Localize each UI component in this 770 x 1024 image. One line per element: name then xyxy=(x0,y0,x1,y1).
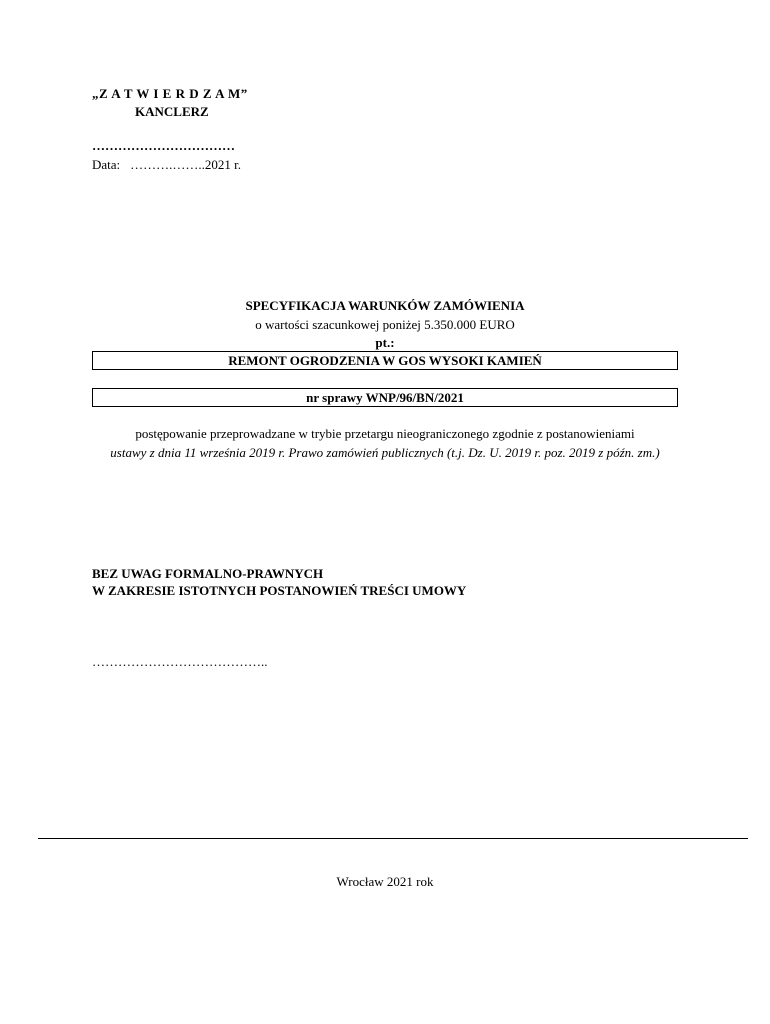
procedure-legal-basis: ustawy z dnia 11 września 2019 r. Prawo zamówień publicznych (t.j. Dz. U. 2019 r. poz. 2019 z późn. zm.) xyxy=(110,445,660,460)
footer-divider xyxy=(38,838,748,839)
approval-role: KANCLERZ xyxy=(135,104,209,119)
procedure-text: postępowanie przeprowadzane w trybie przetargu nieograniczonego zgodnie z postanowieniami xyxy=(135,426,635,441)
footer-city-year: Wrocław 2021 rok xyxy=(336,874,434,889)
approval-date xyxy=(92,157,241,173)
date-value: ……….……..2021 r. xyxy=(130,157,242,172)
approval-title: „Z A T W I E R D Z A M” xyxy=(92,86,248,101)
specification-value-note: o wartości szacunkowej poniżej 5.350.000 EURO xyxy=(255,317,515,332)
approval-signature-line: …………………………… xyxy=(92,138,235,153)
remarks-line-1: BEZ UWAG FORMALNO-PRAWNYCH xyxy=(92,566,324,581)
subject-box: REMONT OGRODZENIA W GOS WYSOKI KAMIEŃ xyxy=(92,351,678,370)
remarks-signature-line: ………………………………….. xyxy=(92,654,268,669)
procedure-description xyxy=(92,424,678,462)
date-label: Data: xyxy=(92,157,121,172)
specification-pt-label: pt.: xyxy=(375,335,395,350)
specification-title: SPECYFIKACJA WARUNKÓW ZAMÓWIENIA xyxy=(245,298,525,313)
case-number-box: nr sprawy WNP/96/BN/2021 xyxy=(92,388,678,407)
remarks-line-2: W ZAKRESIE ISTOTNYCH POSTANOWIEŃ TREŚCI UMOWY xyxy=(92,583,467,598)
